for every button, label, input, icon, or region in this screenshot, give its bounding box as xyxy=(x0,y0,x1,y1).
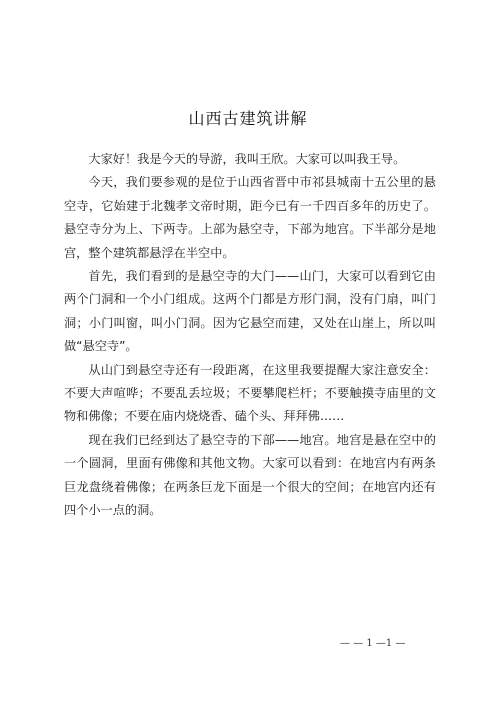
paragraph-safety-notice: 从山门到悬空寺还有一段距离，在这里我要提醒大家注意安全：不要大声喧哗；不要乱丢垃圾；不要攀爬栏杆；不要触摸寺庙里的文物和佛像；不要在庙内烧烧香、磕个头、拜拜佛…… xyxy=(64,362,436,424)
document-title: 山西古建筑讲解 xyxy=(188,109,308,128)
paragraph-mountain-gate: 首先，我们看到的是悬空寺的大门——山门，大家可以看到它由两个门洞和一个小门组成。这两个门都是方形门洞，没有门扇，叫门洞；小门叫窗，叫小门洞。因为它悬空而建，又处在山崖上，所以叫做“悬空寺”。 xyxy=(64,269,436,354)
paragraph-underground-palace: 现在我们已经到达了悬空寺的下部——地宫。地宫是悬在空中的一个圆洞，里面有佛像和其他文物。大家可以看到：在地宫内有两条巨龙盘绕着佛像；在两条巨龙下面是一个很大的空间；在地宫内还有四个小一点的洞。 xyxy=(64,432,436,518)
paragraph-introduction: 今天，我们要参观的是位于山西省晋中市祁县城南十五公里的悬空寺，它始建于北魏孝文帝时期，距今已有一千四百多年的历史了。悬空寺分为上、下两寺。上部为悬空寺，下部为地宫。下半部分是地宫，整个建筑都悬浮在半空中。 xyxy=(64,175,436,260)
document-body xyxy=(64,148,436,523)
page-number: — — 1 —1 — xyxy=(340,638,406,649)
paragraph-greeting: 大家好！我是今天的导游，我叫王欣。大家可以叫我王导。 xyxy=(88,152,406,166)
